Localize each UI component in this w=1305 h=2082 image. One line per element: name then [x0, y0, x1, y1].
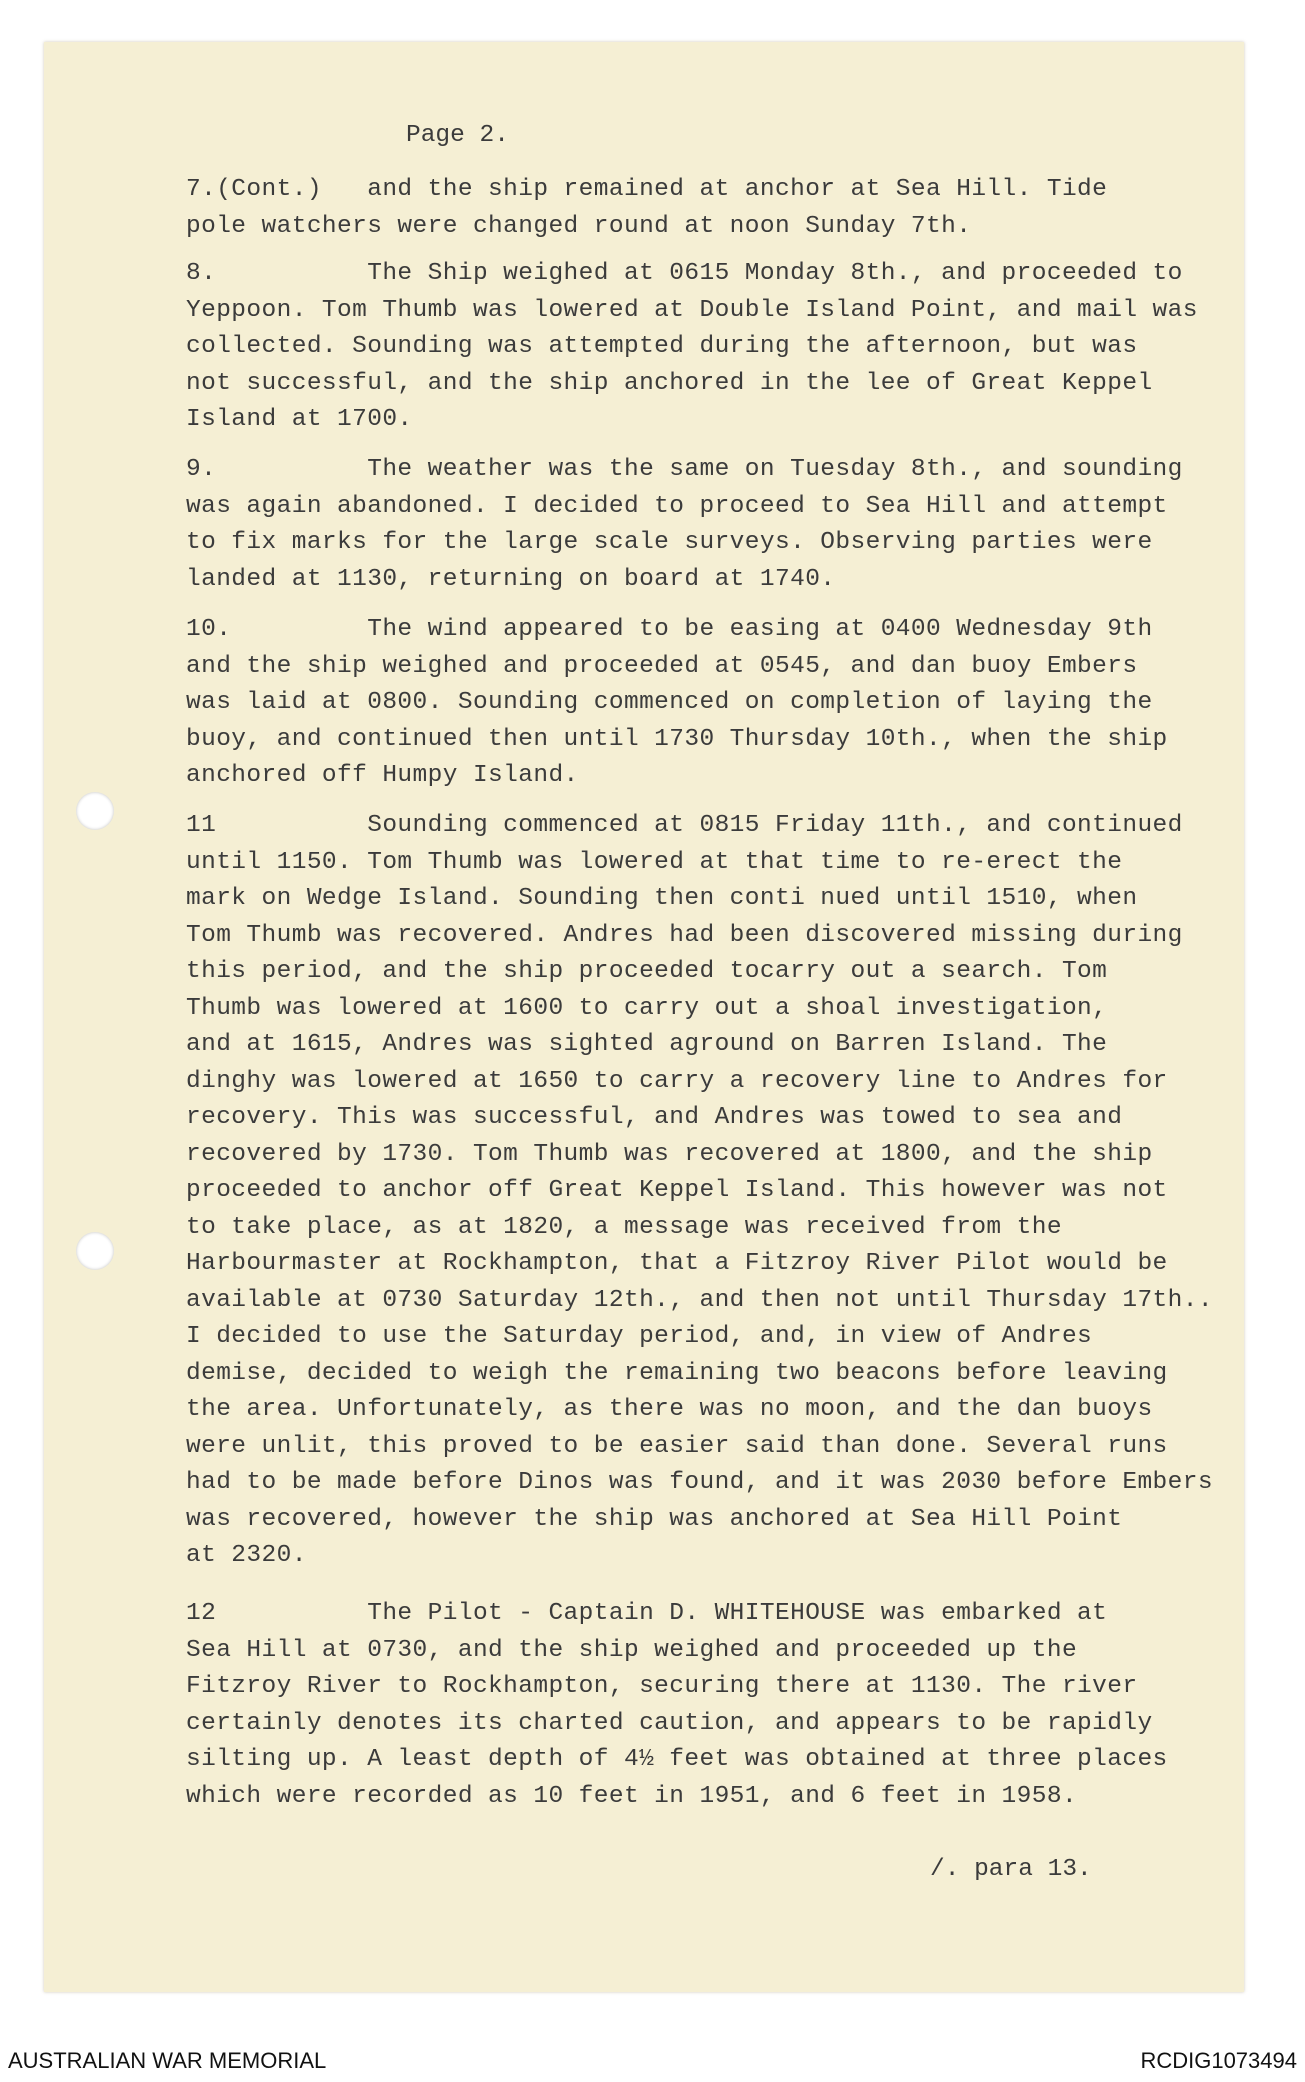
- text-line: Tom Thumb was recovered. Andres had been discovered missing during: [186, 921, 1183, 949]
- text-line: 12 The Pilot - Captain D. WHITEHOUSE was embarked at: [186, 1600, 1108, 1627]
- text-line: anchored off Humpy Island.: [186, 762, 579, 789]
- archive-footer: [0, 2040, 1305, 2082]
- text-line: not successful, and the ship anchored in the lee of Great Keppel: [186, 369, 1153, 397]
- text-line: was recovered, however the ship was anchored at Sea Hill Point: [186, 1505, 1123, 1533]
- text-line: at 2320.: [186, 1542, 307, 1569]
- text-line: Fitzroy River to Rockhampton, securing there at 1130. The river: [186, 1673, 1138, 1700]
- paragraph-12: [186, 1596, 1168, 1815]
- text-line: were unlit, this proved to be easier said than done. Several runs: [186, 1432, 1168, 1460]
- paragraph-7: [186, 172, 1107, 245]
- continuation-note: /. para 13.: [930, 1856, 1092, 1883]
- text-line: 8. The Ship weighed at 0615 Monday 8th., and proceeded to: [186, 260, 1183, 287]
- text-line: had to be made before Dinos was found, and it was 2030 before Embers: [186, 1469, 1213, 1496]
- text-line: Yeppoon. Tom Thumb was lowered at Double Island Point, and mail was: [186, 296, 1198, 324]
- text-line: silting up. A least depth of 4½ feet was obtained at three places: [186, 1746, 1168, 1773]
- text-line: Island at 1700.: [186, 406, 413, 433]
- text-line: was laid at 0800. Sounding commenced on completion of laying the: [186, 689, 1153, 716]
- punch-hole: [76, 792, 114, 830]
- text-line: Sea Hill at 0730, and the ship weighed and proceeded up the: [186, 1636, 1078, 1664]
- text-line: this period, and the ship proceeded tocarry out a search. Tom: [186, 958, 1108, 985]
- punch-hole: [76, 1232, 114, 1270]
- text-line: recovery. This was successful, and Andres was towed to sea and: [186, 1104, 1123, 1131]
- text-line: pole watchers were changed round at noon Sunday 7th.: [186, 212, 972, 240]
- text-line: Harbourmaster at Rockhampton, that a Fitzroy River Pilot would be: [186, 1250, 1168, 1277]
- archive-name: AUSTRALIAN WAR MEMORIAL: [8, 2048, 327, 2073]
- text-line: dinghy was lowered at 1650 to carry a recovery line to Andres for: [186, 1067, 1168, 1095]
- text-line: buoy, and continued then until 1730 Thursday 10th., when the ship: [186, 725, 1168, 753]
- text-line: collected. Sounding was attempted during the afternoon, but was: [186, 333, 1138, 360]
- text-line: recovered by 1730. Tom Thumb was recovered at 1800, and the ship: [186, 1140, 1153, 1168]
- text-line: to take place, as at 1820, a message was received from the: [186, 1213, 1062, 1241]
- text-line: 7.(Cont.) and the ship remained at anchor at Sea Hill. Tide: [186, 176, 1108, 203]
- text-line: landed at 1130, returning on board at 1740.: [186, 565, 836, 593]
- paragraph-11: [186, 808, 1213, 1575]
- text-line: certainly denotes its charted caution, and appears to be rapidly: [186, 1709, 1153, 1737]
- text-line: demise, decided to weigh the remaining two beacons before leaving: [186, 1359, 1168, 1387]
- text-line: which were recorded as 10 feet in 1951, and 6 feet in 1958.: [186, 1782, 1078, 1810]
- text-line: and at 1615, Andres was sighted aground on Barren Island. The: [186, 1031, 1108, 1058]
- paragraph-9: [186, 452, 1183, 598]
- paragraph-10: [186, 612, 1168, 795]
- text-line: proceeded to anchor off Great Keppel Island. This however was not: [186, 1177, 1168, 1204]
- text-line: I decided to use the Saturday period, and, in view of Andres: [186, 1323, 1093, 1350]
- text-line: mark on Wedge Island. Sounding then conti nued until 1510, when: [186, 885, 1138, 912]
- text-line: was again abandoned. I decided to proceed to Sea Hill and attempt: [186, 492, 1168, 520]
- text-line: to fix marks for the large scale surveys. Observing parties were: [186, 529, 1153, 556]
- record-id: RCDIG1073494: [1140, 2048, 1297, 2073]
- text-line: 11 Sounding commenced at 0815 Friday 11th., and continued: [186, 812, 1183, 839]
- text-line: Thumb was lowered at 1600 to carry out a shoal investigation,: [186, 994, 1108, 1022]
- text-line: 10. The wind appeared to be easing at 0400 Wednesday 9th: [186, 616, 1153, 643]
- text-line: until 1150. Tom Thumb was lowered at that time to re-erect the: [186, 848, 1123, 876]
- page-heading: Page 2.: [406, 122, 509, 149]
- text-line: 9. The weather was the same on Tuesday 8th., and sounding: [186, 456, 1183, 483]
- text-line: and the ship weighed and proceeded at 0545, and dan buoy Embers: [186, 652, 1138, 680]
- text-line: available at 0730 Saturday 12th., and then not until Thursday 17th..: [186, 1286, 1213, 1314]
- text-line: the area. Unfortunately, as there was no moon, and the dan buoys: [186, 1396, 1153, 1423]
- paragraph-8: [186, 256, 1198, 439]
